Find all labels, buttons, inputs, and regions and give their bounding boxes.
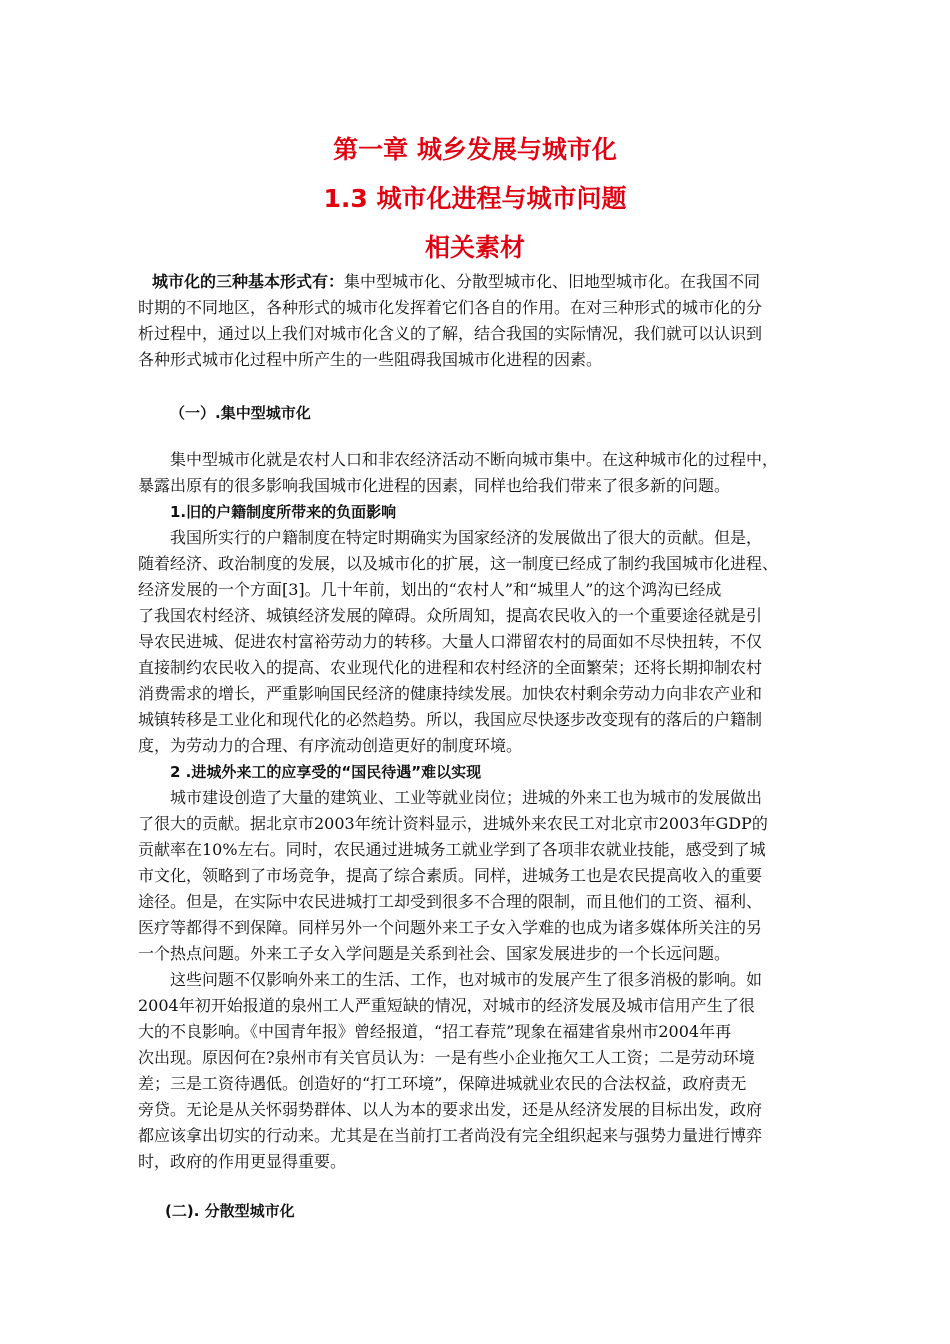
paragraph-line: 医疗等都得不到保障。同样另外一个问题外来工子女入学难的也成为诸多媒体所关注的另: [138, 918, 763, 937]
subsection-heading: 1.旧的户籍制度所带来的负面影响: [170, 503, 397, 521]
paragraph-line: 这些问题不仅影响外来工的生活、工作，也对城市的发展产生了很多消极的影响。如: [170, 970, 763, 989]
paragraph-line: 直接制约农民收入的提高、农业现代化的进程和农村经济的全面繁荣；还将长期抑制农村: [138, 658, 763, 677]
section-heading: (二). 分散型城市化: [165, 1202, 295, 1220]
intro-line: 时期的不同地区，各种形式的城市化发挥着它们各自的作用。在对三种形式的城市化的分: [138, 298, 763, 317]
chapter-title: 第一章 城乡发展与城市化: [333, 135, 617, 164]
paragraph-line: 城市建设创造了大量的建筑业、工业等就业岗位；进城的外来工也为城市的发展做出: [170, 788, 763, 807]
section-heading: （一）.集中型城市化: [170, 404, 311, 422]
paragraph-line: 了我国农村经济、城镇经济发展的障碍。众所周知，提高农民收入的一个重要途径就是引: [138, 606, 763, 625]
section-title: 1.3 城市化进程与城市问题: [323, 184, 627, 213]
intro-line: [152, 272, 760, 292]
paragraph-line: 差；三是工资待遇低。创造好的“打工环境”，保障进城就业农民的合法权益，政府责无: [138, 1074, 747, 1093]
paragraph-line: 旁贷。无论是从关怀弱势群体、以人为本的要求出发，还是从经济发展的目标出发，政府: [138, 1100, 763, 1119]
paragraph-line: 一个热点问题。外来工子女入学问题是关系到社会、国家发展进步的一个长远问题。: [138, 944, 731, 963]
paragraph-line: 度，为劳动力的合理、有序流动创造更好的制度环境。: [138, 736, 523, 755]
paragraph-line: 时，政府的作用更显得重要。: [138, 1152, 347, 1171]
paragraph-line: 暴露出原有的很多影响我国城市化进程的因素，同样也给我们带来了很多新的问题。: [138, 476, 731, 495]
intro-line: 各种形式城市化过程中所产生的一些阻碍我国城市化进程的因素。: [138, 350, 603, 369]
paragraph-line: 途径。但是，在实际中农民进城打工却受到很多不合理的限制，而且他们的工资、福利、: [138, 892, 763, 911]
intro-line: 析过程中，通过以上我们对城市化含义的了解，结合我国的实际情况，我们就可以认识到: [138, 324, 763, 343]
intro-line-text: 集中型城市化、分散型城市化、旧地型城市化。在我国不同: [344, 272, 761, 291]
material-title: 相关素材: [424, 233, 525, 262]
paragraph-line: 都应该拿出切实的行动来。尤其是在当前打工者尚没有完全组织起来与强势力量进行博弈: [138, 1126, 763, 1145]
paragraph-line: 大的不良影响。《中国青年报》曾经报道，“招工春荒”现象在福建省泉州市2004年再: [138, 1022, 732, 1041]
intro-lead: 城市化的三种基本形式有：: [152, 272, 345, 291]
paragraph-line: 随着经济、政治制度的发展，以及城市化的扩展，这一制度已经成了制约我国城市化进程、: [138, 554, 779, 573]
paragraph-line: 贡献率在10%左右。同时，农民通过进城务工就业学到了各项非农就业技能，感受到了城: [138, 840, 766, 859]
subsection-heading: 2 .进城外来工的应享受的“国民待遇”难以实现: [170, 763, 482, 781]
paragraph-line: 集中型城市化就是农村人口和非农经济活动不断向城市集中。在这种城市化的过程中，: [170, 450, 779, 469]
paragraph-line: 次出现。原因何在?泉州市有关官员认为：一是有些小企业拖欠工人工资；二是劳动环境: [138, 1048, 755, 1067]
paragraph-line: 了很大的贡献。据北京市2003年统计资料显示，进城外来农民工对北京市2003年GDP的: [138, 814, 768, 833]
paragraph-line: 市文化，领略到了市场竞争，提高了综合素质。同样，进城务工也是农民提高收入的重要: [138, 866, 763, 885]
paragraph-line: 导农民进城、促进农村富裕劳动力的转移。大量人口滞留农村的局面如不尽快扭转，不仅: [138, 632, 763, 651]
paragraph-line: 城镇转移是工业化和现代化的必然趋势。所以，我国应尽快逐步改变现有的落后的户籍制: [138, 710, 763, 729]
paragraph-line: 2004年初开始报道的泉州工人严重短缺的情况，对城市的经济发展及城市信用产生了很: [138, 996, 755, 1015]
paragraph-line: 消费需求的增长，严重影响国民经济的健康持续发展。加快农村剩余劳动力向非农产业和: [138, 684, 763, 703]
paragraph-line: 经济发展的一个方面[3]。几十年前，划出的“农村人”和“城里人”的这个鸿沟已经成: [138, 580, 722, 599]
paragraph-line: 我国所实行的户籍制度在特定时期确实为国家经济的发展做出了很大的贡献。但是，: [170, 528, 763, 547]
